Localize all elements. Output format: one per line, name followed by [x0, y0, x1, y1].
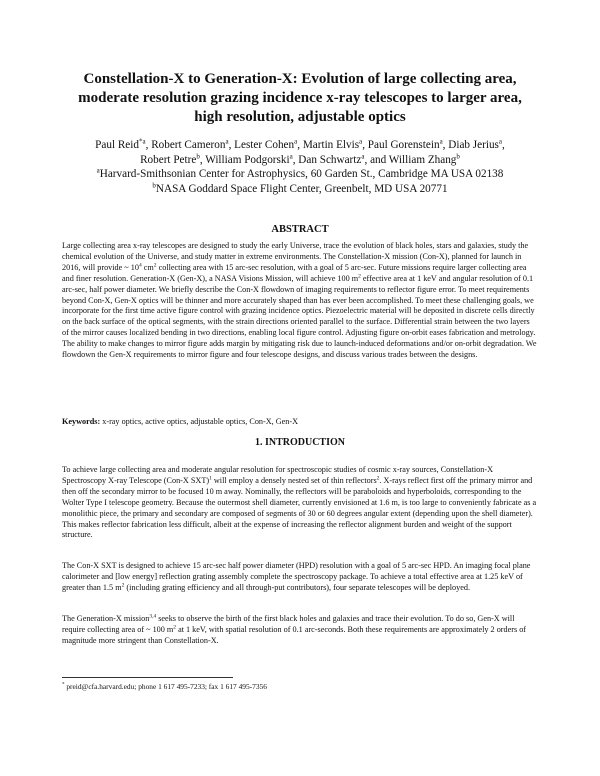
- author-name: , Paul Gorenstein: [362, 139, 440, 151]
- title-line: Constellation-X to Generation-X: Evolution of large collecting area,: [83, 71, 517, 87]
- author-sup: a: [294, 137, 298, 146]
- author-sup: a: [359, 137, 363, 146]
- abstract-heading: ABSTRACT: [271, 224, 329, 235]
- author-sup: b: [196, 151, 200, 160]
- abstract-span: Large collecting area x-ray telescopes are designed to study the early Universe, trace the evolution of black holes, stars and galaxies, study the chemical evolution of the Universe, and study matter in extreme environments. The Constellation-X mission (Con-X), planned for launch in 2016, will provide ~ 10: [62, 241, 529, 272]
- author-name: Robert Petre: [140, 153, 197, 166]
- affiliation-sup: b: [152, 180, 156, 189]
- footnote: [62, 682, 538, 692]
- footnote-marker: *: [62, 682, 65, 688]
- keywords-label: Keywords:: [62, 417, 101, 426]
- affiliation-text: Harvard-Smithsonian Center for Astrophysics, 60 Garden St., Cambridge MA USA 02138: [99, 168, 504, 180]
- author-name: , Diab Jerius: [442, 139, 499, 151]
- citation-sup: 1: [209, 475, 212, 482]
- author-name: , and William Zhang: [364, 153, 457, 166]
- intro-span: The Generation-X mission: [62, 614, 150, 623]
- author-sup: b: [456, 151, 460, 160]
- abstract-sup: 2: [358, 272, 361, 279]
- intro-span: To achieve large collecting area and moderate angular resolution for spectroscopic studies of cosmic x-ray sources, Constellation-X Spectroscopy X-ray Telescope (Con-X SXT): [62, 465, 494, 485]
- keywords: [62, 417, 538, 428]
- abstract-sup: 2: [153, 262, 157, 269]
- author-name: , Lester Cohen: [228, 139, 295, 151]
- abstract-span: effective area at 1 keV and angular resolution of 0.1 arc-sec, half power diameter. We briefly describe the Con-X flowdown of imaging requirements to reflector figure error. To meet requirements beyond Con-X, Gen-X optics will be thinner and more accurately shaped than has ever been accomplished. To meet these challenging goals, we incorporate for the first time active figure control with grazing incidence optics. Piezoelectric material will be deposited in discrete cells directly on the back surface of the optical segments, with the strain directions oriented parallel to the surface. Differential strain between the two layers of the mirror causes localized bending in two directions, enabling local figure control. Adjusting figure on-orbit eases fabrication and metrology. The ability to make changes to mirror figure adds margin by mitigating risk due to launch-induced deformations and/or on-orbit degradation. We flowdown the Gen-X requirements to mirror figure and four telescope designs, and discuss various trades between the designs.: [62, 273, 537, 360]
- author-name: Paul Reid: [95, 139, 139, 151]
- intro-span: seeks to observe the birth of the first black holes and galaxies and trace their evolution. To do so, Gen-X will require collecting area of ~ 100 m: [62, 614, 515, 634]
- section-heading-introduction: 1. INTRODUCTION: [254, 437, 345, 448]
- affiliation-sup: a: [96, 166, 100, 175]
- author-name: , William Podgorski: [199, 153, 290, 166]
- author-name: , Martin Elvis: [297, 139, 360, 151]
- title-line: high resolution, adjustable optics: [194, 109, 406, 125]
- footnote-divider: [62, 677, 233, 678]
- intro-span: (including grating efficiency and all through-put contributors), four separate telescopes will be deployed.: [124, 582, 470, 592]
- intro-span: at 1 keV, with spatial resolution of 0.1 arc-seconds. Both these requirements are approximately 2 orders of magnitude more stringent than Constellation-X.: [62, 624, 527, 645]
- author-sup: a: [439, 137, 443, 146]
- abstract-span: collecting area with 15 arc-sec resolution, with a goal of 5 arc-sec. Future missions require larger collecting area and finer resolution. Generation-X (Gen-X), a NASA Visions Mission, will achieve 100 m: [62, 262, 527, 283]
- unit-sup: 2: [173, 624, 177, 631]
- intro-paragraph-1: [62, 465, 538, 541]
- author-sup: a: [361, 151, 365, 160]
- abstract-span: cm: [141, 262, 154, 272]
- abstract-sup: 4: [138, 262, 142, 269]
- unit-sup: 2: [121, 582, 125, 589]
- abstract-text: [62, 241, 538, 361]
- author-name: , Robert Cameron: [145, 139, 226, 151]
- author-name: , Dan Schwartz: [292, 153, 362, 166]
- keywords-text: x-ray optics, active optics, adjustable optics, Con-X, Gen-X: [100, 417, 299, 426]
- footnote-text: preid@cfa.harvard.edu; phone 1 617 495-7233; fax 1 617 495-7356: [64, 682, 267, 691]
- citation-sup: 2: [376, 475, 380, 482]
- citation-sup: 3,4: [149, 613, 157, 620]
- author-separator: ,: [502, 139, 505, 151]
- intro-paragraph-3: [62, 614, 538, 647]
- intro-span: will employ a densely nested set of thin reflectors: [211, 475, 377, 485]
- intro-span: The Con-X SXT is designed to achieve 15 arc-sec half power diameter (HPD) resolution with a goal of 5 arc-sec HPD. An imaging focal plane calorimeter and [low energy] reflection grating assembly complete the spectroscopy package. To achieve a total effective area at 1.25 keV of greater than 1.5 m: [62, 561, 531, 592]
- author-sup: a: [498, 137, 503, 146]
- affiliation: [40, 182, 560, 197]
- author-sup: *a: [138, 137, 146, 146]
- intro-paragraph-2: [62, 561, 538, 594]
- affiliation-text: NASA Goddard Space Flight Center, Greenbelt, MD USA 20771: [155, 182, 448, 195]
- title-line: moderate resolution grazing incidence x-ray telescopes to larger area,: [78, 90, 522, 106]
- author-sup: a: [289, 151, 293, 160]
- author-list: [40, 138, 560, 153]
- author-sup: a: [225, 137, 229, 146]
- intro-span: . X-rays reflect first off the primary mirror and then off the secondary mirror to be focused 10 m away. Nominally, the reflectors will be paraboloids and hyperboloids, corresponding to the Wolter Type I telescope geometry. Because the outermost shell diameter, currently envisioned at 1.6 m, is too large to conveniently fabricate as a monolithic piece, the primary and secondary are composed of segments of 30 or 60 degrees angular extent (depending upon the shell diameter). This makes reflector fabrication less difficult, albeit at the expense of increasing the reflector alignment burden and weight of the support structure.: [62, 475, 537, 540]
- author-list: [40, 153, 560, 168]
- author-block: [40, 138, 560, 196]
- paper-title: [40, 70, 560, 127]
- affiliation: [40, 167, 560, 182]
